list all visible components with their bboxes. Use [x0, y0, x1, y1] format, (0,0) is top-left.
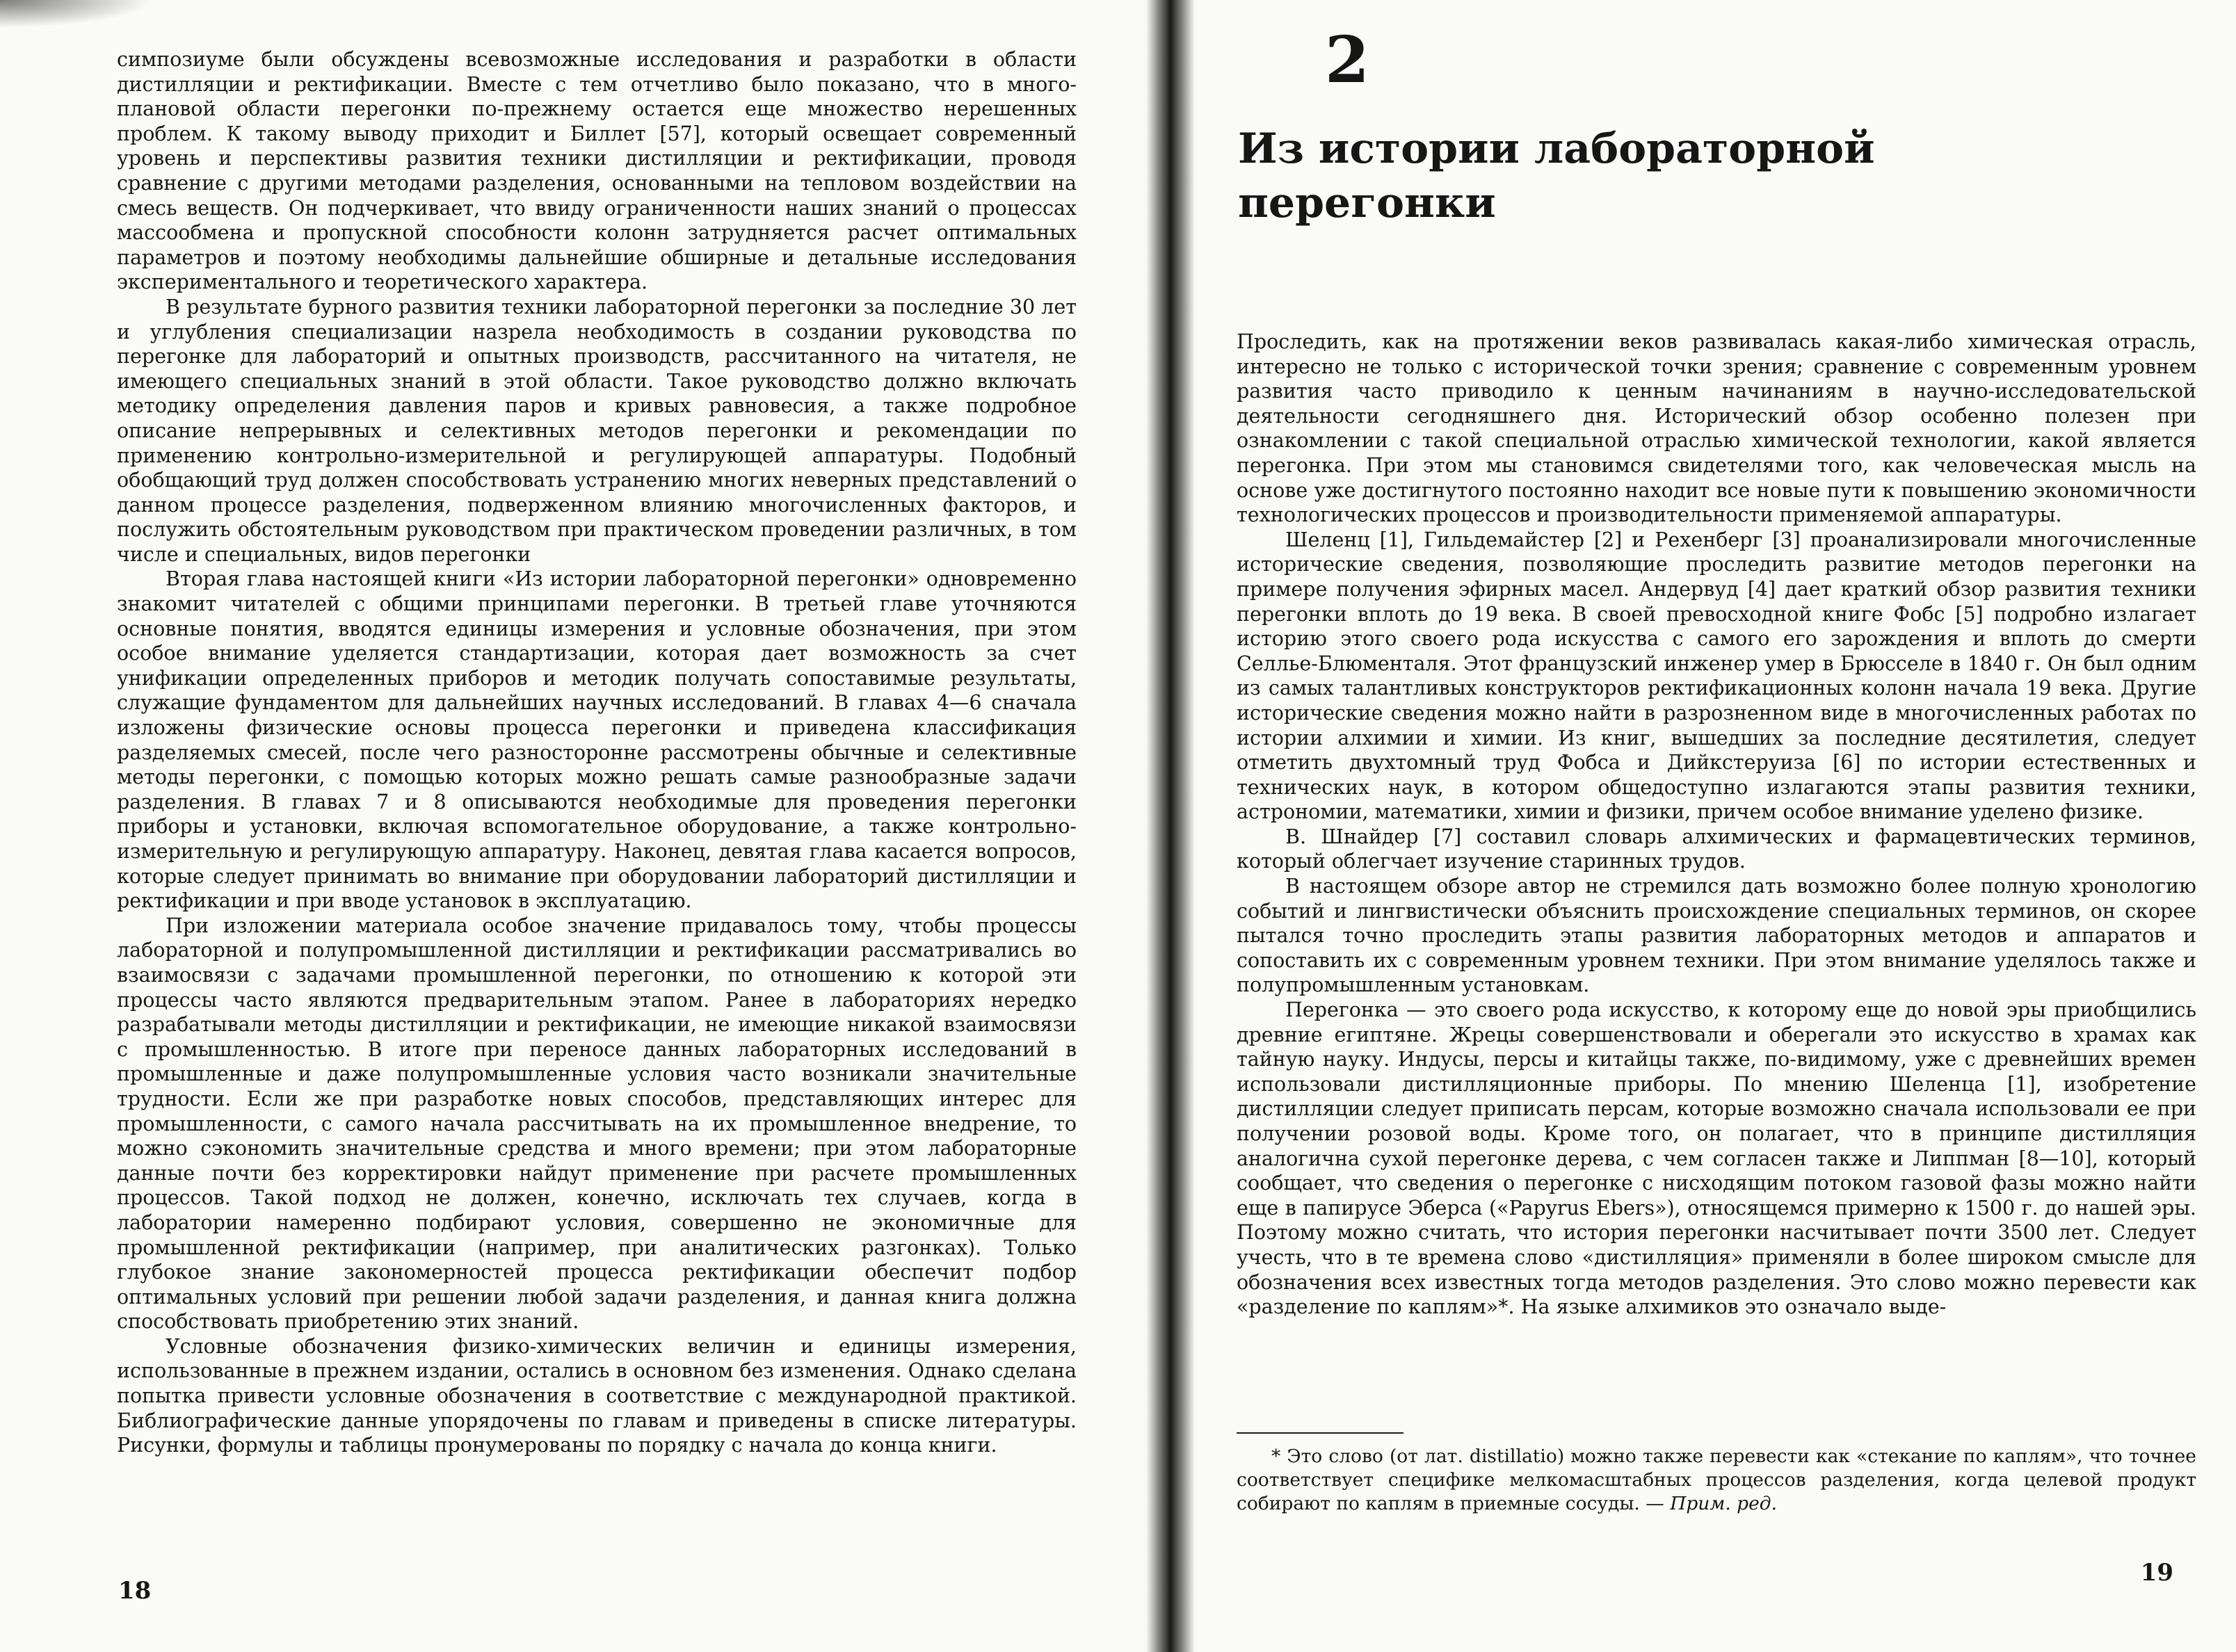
- paragraph: Перегонка — это своего рода искусство, к которому еще до новой эры приобщились древние египтяне. Жрецы совершенствовали и оберегали это искусство в храмах как тайную науку. Индусы, персы и китайцы также, по-видимому, уже с древнейших времен использовали дистилляционные приборы. По мнению Шеленца [1], изобретение дистилляции следует приписать персам, которые возможно сначала использовали ее при получении розовой воды. Кроме того, он полагает, что в принципе дистилляция аналогична сухой перегонке дерева, с чем согласен также и Липпман [8—10], который сообщает, что сведения о перегонке с нисходящим потоком газовой фазы можно найти еще в папирусе Эберса («Papyrus Ebers»), относящемся примерно к 1500 г. до нашей эры. Поэтому можно считать, что история перегонки насчитывает почти 3500 лет. Следует учесть, что в те времена слово «дистилляция» применяли в более широком смысле для обозначения всех известных тогда методов разделения. Это слово можно перевести как «разделение по каплям»*. На языке алхимиков это означало выде-: [1237, 998, 2196, 1319]
- paragraph: При изложении материала особое значение придавалось тому, чтобы процессы лабораторной и полупромышленной дистилляции и ректификации рассматривались во взаимосвязи с задачами промышленной перегонки, по отношению к которой эти процессы часто являются предварительным этапом. Ранее в лабораториях нередко разрабатывали методы дистилляции и ректификации, не имеющие никакой взаимосвязи с промышленностью. В итоге при переносе данных лабораторных исследований в промышленные и даже полупромышленные условия часто возникали значительные трудности. Если же при разработке новых способов, представляющих интерес для промышленности, с самого начала рассчитывать на их промышленное внедрение, то можно сэкономить значительные средства и много времени; при этом лабораторные данные почти без корректировки найдут применение при расчете промышленных процессов. Такой подход не должен, конечно, исключать тех случаев, когда в лаборатории намеренно подбирают условия, совершенно не экономичные для промышленной ректификации (например, при аналитических разгонках). Только глубокое знание закономерностей процесса ректификации обеспечит подбор оптимальных условий при решении любой задачи разделения, и данная книга должна способствовать приобретению этих знаний.: [117, 914, 1077, 1334]
- right-page: [1141, 0, 2236, 1652]
- footnote-divider: [1237, 1432, 1403, 1434]
- paragraph: Вторая глава настоящей книги «Из истории лабораторной перегонки» одновременно знакомит читателей с общими принципами перегонки. В третьей главе уточняются основные понятия, вводятся единицы измерения и условные обозначения, при этом особое внимание уделяется стандартизации, которая дает возможность за счет унификации определенных приборов и методик получать сопоставимые результаты, служащие фундаментом для дальнейших научных исследований. В главах 4—6 сначала изложены физические основы процесса перегонки и приведена классификация разделяемых смесей, после чего разносторонне рассмотрены обычные и селективные методы перегонки, с помощью которых можно решать самые разнообразные задачи разделения. В главах 7 и 8 описываются необходимые для проведения перегонки приборы и установки, включая вспомогательное оборудование, а также контрольно-измерительную и регулирующую аппаратуру. Наконец, девятая глава касается вопросов, которые следует принимать во внимание при оборудовании лабораторий дистилляции и ректификации и при вводе установок в эксплуатацию.: [117, 567, 1077, 913]
- page-number: 19: [2140, 1559, 2173, 1587]
- footnote: [1237, 1445, 2196, 1516]
- footnote-text: * Это слово (от лат. distillatio) можно также перевести как «стекание по каплям», что точнее соответствует специфике мелкомасштабных процессов разделения, когда целевой продукт собирают по каплям в приемные сосуды.: [1237, 1446, 2196, 1514]
- paragraph: Условные обозначения физико-химических величин и единицы измерения, использованные в прежнем издании, остались в основном без изменения. Однако сделана попытка привести условные обозначения в соответствие с международной практикой. Библиографические данные упорядочены по главам и приведены в списке литературы. Рисунки, формулы и таблицы пронумерованы по порядку с начала до конца книги.: [117, 1334, 1077, 1457]
- paragraph: В результате бурного развития техники лабораторной перегонки за последние 30 лет и углубления специализации назрела необходимость в создании руководства по перегонке для лабораторий и опытных производств, рассчитанного на читателя, не имеющего специальных знаний в этой области. Такое руководство должно включать методику определения давления паров и кривых равновесия, а также подробное описание непрерывных и селективных методов перегонки и рекомендации по применению контрольно-измерительной и регулирующей аппаратуры. Подобный обобщающий труд должен способствовать устранению многих неверных представлений о данном процессе разделения, подверженном влиянию многочисленных факторов, и послужить обстоятельным руководством при практическом проведении различных, в том числе и специальных, видов перегонки: [117, 295, 1077, 566]
- right-page-text: [1237, 330, 2196, 1320]
- paragraph: В настоящем обзоре автор не стремился дать возможно более полную хронологию событий и лингвистически объяснить происхождение специальных терминов, он скорее пытался точно проследить этапы развития лабораторных методов и аппаратов и сопоставить их с современным уровнем техники. При этом внимание уделялось также и полупромышленным установкам.: [1237, 875, 2196, 997]
- chapter-number: 2: [1325, 22, 1370, 97]
- footnote-editor-note: — Прим. ред.: [1646, 1493, 1778, 1514]
- page-number: 18: [118, 1577, 152, 1605]
- left-page-text: [117, 47, 1077, 1458]
- chapter-title: Из истории лабораторной перегонки: [1238, 124, 1875, 227]
- paragraph: симпозиуме были обсуждены всевозможные исследования и разработки в области дистилляции и ректификации. Вместе с тем отчетливо было показано, что в многоплановой области перегонки по-прежнему остается еще множество нерешенных проблем. К такому выводу приходит и Биллет [57], который освещает современный уровень и перспективы развития техники дистилляции и ректификации, проводя сравнение с другими методами разделения, основанными на тепловом воздействии на смесь веществ. Он подчеркивает, что ввиду ограниченности наших знаний о процессах массообмена и пропускной способности колонн затрудняется расчет оптимальных параметров и поэтому необходимы дальнейшие обширные и детальные исследования экспериментального и теоретического характера.: [117, 48, 1077, 294]
- paragraph: В. Шнайдер [7] составил словарь алхимических и фармацевтических терминов, который облегчает изучение старинных трудов.: [1237, 825, 2196, 873]
- paragraph: Проследить, как на протяжении веков развивалась какая-либо химическая отрасль, интересно не только с исторической точки зрения; сравнение с современным уровнем развития часто приводило к ценным начинаниям в научно-исследовательской деятельности сегодняшнего дня. Исторический обзор особенно полезен при ознакомлении с такой специальной отраслью химической технологии, какой является перегонка. При этом мы становимся свидетелями того, как человеческая мысль на основе уже достигнутого постоянно находит все новые пути к повышению экономичности технологических процессов и производительности применяемой аппаратуры.: [1237, 330, 2196, 527]
- paragraph: Шеленц [1], Гильдемайстер [2] и Рехенберг [3] проанализировали многочисленные исторические сведения, позволяющие проследить развитие методов перегонки на примере получения эфирных масел. Андервуд [4] дает краткий обзор развития техники перегонки вплоть до 19 века. В своей превосходной книге Фобс [5] подробно излагает историю этого своего рода искусства с самого его зарождения и вплоть до смерти Селльe-Блюменталя. Этот французский инженер умер в Брюсселе в 1840 г. Он был одним из самых талантливых конструкторов ректификационных колонн начала 19 века. Другие исторические сведения можно найти в разрозненном виде в многочисленных работах по истории алхимии и химии. Из книг, вышедших за последние десятилетия, следует отметить двухтомный труд Фобса и Дийкстеруиза [6] по истории естественных и технических наук, в котором общедоступно излагаются этапы развития техники, астрономии, математики, химии и физики, причем особое внимание уделено физике.: [1237, 528, 2196, 824]
